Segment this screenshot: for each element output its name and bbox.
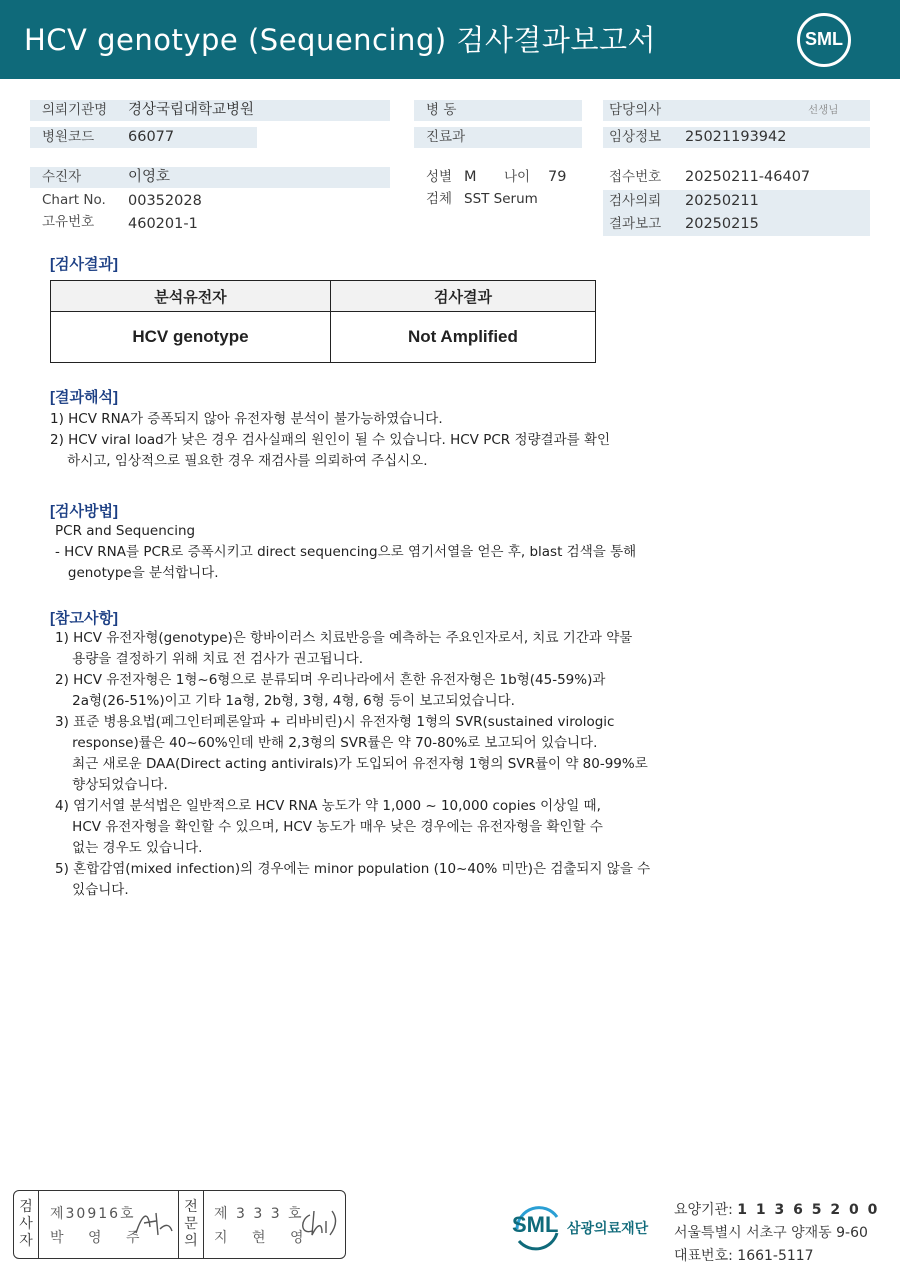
notes-line: 3) 표준 병용요법(페그인터페론알파 + 리바비린)시 유전자형 1형의 SVR(sustained virologic xyxy=(55,714,615,730)
result-section-title: [검사결과] xyxy=(50,256,118,273)
req-org-value: 경상국립대학교병원 xyxy=(128,102,255,118)
sex-value: M xyxy=(464,169,477,185)
notes-line: 최근 새로운 DAA(Direct acting antivirals)가 도입되어 유전자형 1형의 SVR률이 약 80-99%로 xyxy=(55,756,648,772)
specialist-name: 지 현 영 xyxy=(214,1230,314,1246)
footer-logo-text: SML xyxy=(512,1212,559,1237)
request-value: 20250211 xyxy=(685,193,759,209)
age-label: 나이 xyxy=(504,169,531,185)
notes-line: 용량을 결정하기 위해 치료 전 검사가 권고됩니다. xyxy=(55,651,364,667)
notes-line: 2) HCV 유전자형은 1형~6형으로 분류되며 우리나라에서 흔한 유전자형은 1b형(45-59%)과 xyxy=(55,672,606,688)
method-line: genotype을 분석합니다. xyxy=(55,565,219,581)
result-gene: HCV genotype xyxy=(51,312,331,363)
care-number xyxy=(674,1199,879,1219)
receipt-value: 20250211-46407 xyxy=(685,169,811,185)
notes-line: 1) HCV 유전자형(genotype)은 항바이러스 치료반응을 예측하는 주요인자로서, 치료 기간과 약물 xyxy=(55,630,633,646)
phone-value: 1661-5117 xyxy=(737,1248,814,1264)
request-label: 검사의뢰 xyxy=(609,193,662,209)
chart-value: 00352028 xyxy=(128,193,202,209)
receipt-label: 접수번호 xyxy=(609,169,662,185)
notes-text xyxy=(55,628,650,901)
notes-line: 향상되었습니다. xyxy=(55,777,168,793)
clinical-value: 25021193942 xyxy=(685,129,787,145)
footer-phone xyxy=(674,1245,814,1265)
specimen-label: 검체 xyxy=(426,191,453,207)
interpretation-line: 1) HCV RNA가 증폭되지 않아 유전자형 분석이 불가능하였습니다. xyxy=(50,411,443,427)
dept-label: 진료과 xyxy=(426,129,466,145)
tester-signature xyxy=(132,1205,176,1241)
report-header xyxy=(0,0,900,79)
report-date-label: 결과보고 xyxy=(609,216,662,232)
notes-line: response)률은 40~60%인데 반해 2,3형의 SVR률은 약 70-80%로 보고되어 있습니다. xyxy=(55,735,598,751)
uid-label: 고유번호 xyxy=(42,214,95,230)
sml-logo-text: SML xyxy=(805,29,843,49)
result-col-gene: 분석유전자 xyxy=(51,281,331,312)
care-label: 요양기관: xyxy=(674,1202,733,1218)
doctor-label: 담당의사 xyxy=(609,102,662,118)
specialist-license: 제 3 3 3 호 xyxy=(214,1206,304,1222)
notes-line: 4) 염기서열 분석법은 일반적으로 HCV RNA 농도가 약 1,000 ~ 10,000 copies 이상일 때, xyxy=(55,798,601,814)
care-value: 1 1 3 6 5 2 0 0 xyxy=(737,1202,880,1218)
hosp-code-value: 66077 xyxy=(128,129,175,145)
chart-label: Chart No. xyxy=(42,192,106,208)
notes-line: HCV 유전자형을 확인할 수 있으며, HCV 농도가 매우 낮은 경우에는 유전자형을 확인할 수 xyxy=(55,819,603,835)
interpretation-text xyxy=(50,409,610,472)
result-value: Not Amplified xyxy=(330,312,595,363)
sml-logo xyxy=(797,13,851,67)
specialist-signature xyxy=(296,1205,340,1241)
footer-org-name: 삼광의료재단 xyxy=(567,1221,649,1237)
doctor-suffix: 선생님 xyxy=(808,104,839,116)
result-col-value: 검사결과 xyxy=(330,281,595,312)
report-title: HCV genotype (Sequencing) 검사결과보고서 xyxy=(24,23,656,57)
signature-stamp xyxy=(13,1190,346,1259)
notes-line: 5) 혼합감염(mixed infection)의 경우에는 minor population (10~40% 미만)은 검출되지 않을 수 xyxy=(55,861,651,877)
notes-section-title: [참고사항] xyxy=(50,610,118,627)
interpretation-section-title: [결과해석] xyxy=(50,389,118,406)
phone-label: 대표번호: xyxy=(674,1248,733,1264)
ward-label: 병 동 xyxy=(426,102,457,118)
uid-value: 460201-1 xyxy=(128,216,198,232)
tester-license: 제30916호 xyxy=(50,1206,136,1222)
patient-value: 이영호 xyxy=(128,169,171,185)
notes-line: 있습니다. xyxy=(55,882,129,898)
footer-address: 서울특별시 서초구 양재동 9-60 xyxy=(674,1225,868,1241)
clinical-label: 임상정보 xyxy=(609,129,662,145)
hosp-code-label: 병원코드 xyxy=(42,129,95,145)
tester-label: 검 사 자 xyxy=(14,1191,39,1258)
result-table xyxy=(50,280,596,363)
patient-label: 수진자 xyxy=(42,169,82,185)
notes-line: 2a형(26-51%)이고 기타 1a형, 2b형, 3형, 4형, 6형 등이 보고되었습니다. xyxy=(55,693,515,709)
method-line: - HCV RNA를 PCR로 증폭시키고 direct sequencing으로 염기서열을 얻은 후, blast 검색을 통해 xyxy=(55,544,637,560)
method-text xyxy=(55,521,636,584)
method-section-title: [검사방법] xyxy=(50,503,118,520)
req-org-label: 의뢰기관명 xyxy=(42,102,108,118)
tester-name: 박 영 주 xyxy=(50,1230,150,1246)
age-value: 79 xyxy=(548,169,567,185)
specimen-value: SST Serum xyxy=(464,191,538,207)
report-date-value: 20250215 xyxy=(685,216,759,232)
interpretation-line: 하시고, 임상적으로 필요한 경우 재검사를 의뢰하여 주십시오. xyxy=(50,453,428,469)
patient-row xyxy=(30,167,390,188)
interpretation-line: 2) HCV viral load가 낮은 경우 검사실패의 원인이 될 수 있습니다. HCV PCR 정량결과를 확인 xyxy=(50,432,611,448)
specialist-label: 전 문 의 xyxy=(178,1191,204,1258)
notes-line: 없는 경우도 있습니다. xyxy=(55,840,203,856)
method-line: PCR and Sequencing xyxy=(55,523,196,539)
sex-label: 성별 xyxy=(426,169,453,185)
